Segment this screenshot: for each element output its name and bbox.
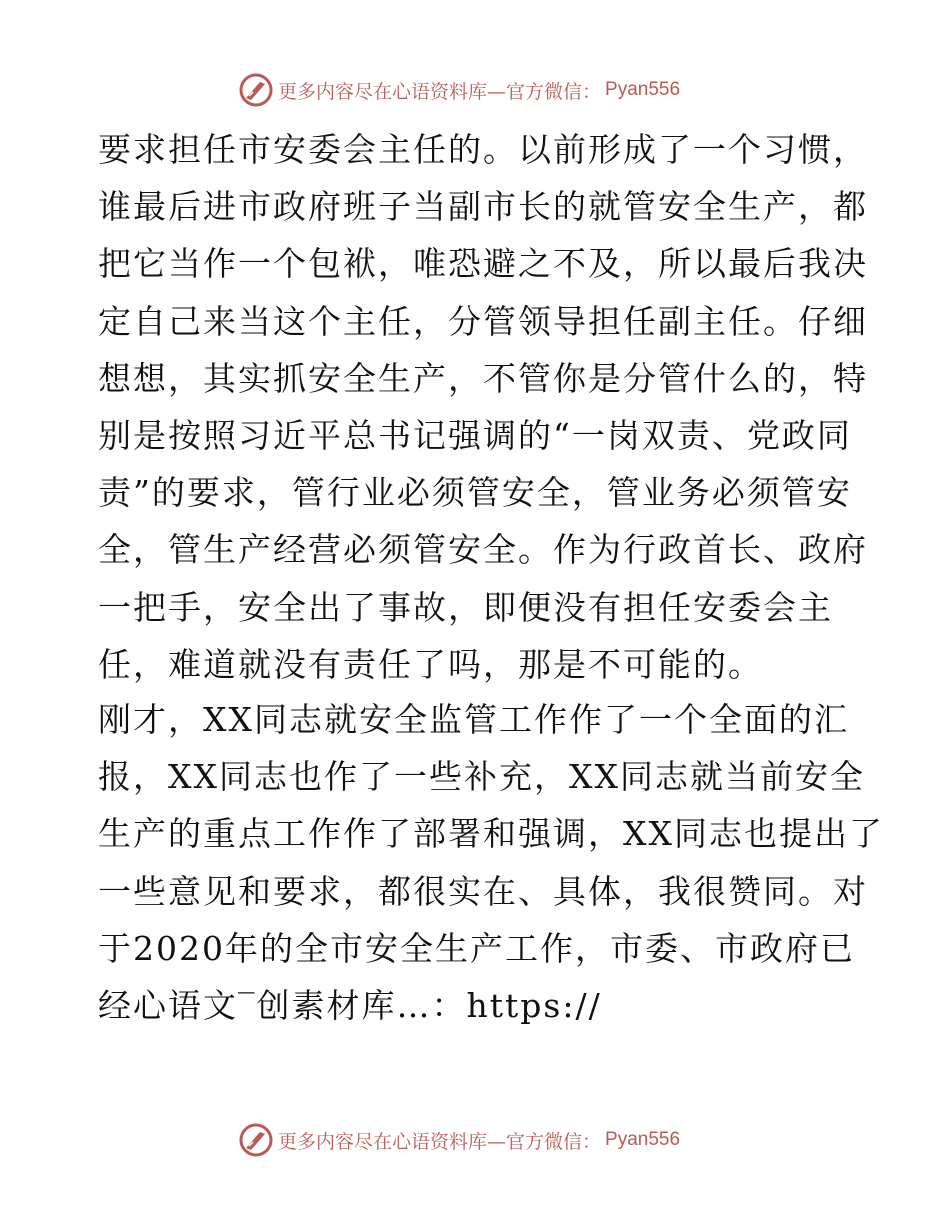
text-line: 想想，其实抓安全生产，不管你是分管什么的，特 bbox=[98, 358, 868, 398]
header-banner bbox=[238, 72, 680, 108]
text-line: 报，XX同志也作了一些补充，XX同志就当前安全 bbox=[98, 757, 865, 797]
text-line: 生产的重点工作作了部署和强调，XX同志也提出了 bbox=[98, 814, 884, 854]
text-line: 谁最后进市政府班子当副市长的就管安全生产，都 bbox=[98, 187, 868, 227]
text-line: 一些意见和要求，都很实在、具体，我很赞同。对 bbox=[98, 871, 868, 911]
footer-wechat-account: Pyan556 bbox=[605, 1129, 681, 1150]
paragraph-1 bbox=[98, 121, 868, 693]
text-line: 任，难道就没有责任了吗，那是不可能的。 bbox=[98, 644, 763, 684]
text-line: 定自己来当这个主任，分管领导担任副主任。仔细 bbox=[98, 301, 868, 341]
text-line: 责”的要求，管行业必须管安全，管业务必须管安 bbox=[98, 473, 852, 513]
logo-icon bbox=[238, 1122, 274, 1158]
header-wechat-account: Pyan556 bbox=[605, 79, 681, 100]
footer-promo-text: 更多内容尽在心语资料库—官方微信： bbox=[278, 1130, 602, 1153]
text-line: 全，管生产经营必须管安全。作为行政首长、政府 bbox=[98, 530, 868, 570]
header-promo-text: 更多内容尽在心语资料库—官方微信： bbox=[278, 80, 602, 103]
text-line: 一把手，安全出了事故，即便没有担任安委会主 bbox=[98, 587, 833, 627]
text-line: 把它当作一个包袱，唯恐避之不及，所以最后我决 bbox=[98, 244, 868, 284]
text-line: 要求担任市安委会主任的。以前形成了一个习惯， bbox=[98, 130, 868, 169]
text-line: 别是按照习近平总书记强调的“一岗双责、党政同 bbox=[98, 416, 852, 456]
footer-banner bbox=[238, 1122, 680, 1158]
logo-icon bbox=[238, 72, 274, 108]
text-line: 经心语文‾创素材库…：https:// bbox=[98, 986, 602, 1026]
text-line: 刚才，XX同志就安全监管工作作了一个全面的汇 bbox=[98, 700, 849, 739]
text-line: 于2020年的全市安全生产工作，市委、市政府已 bbox=[98, 928, 855, 968]
paragraph-2 bbox=[98, 691, 884, 1034]
